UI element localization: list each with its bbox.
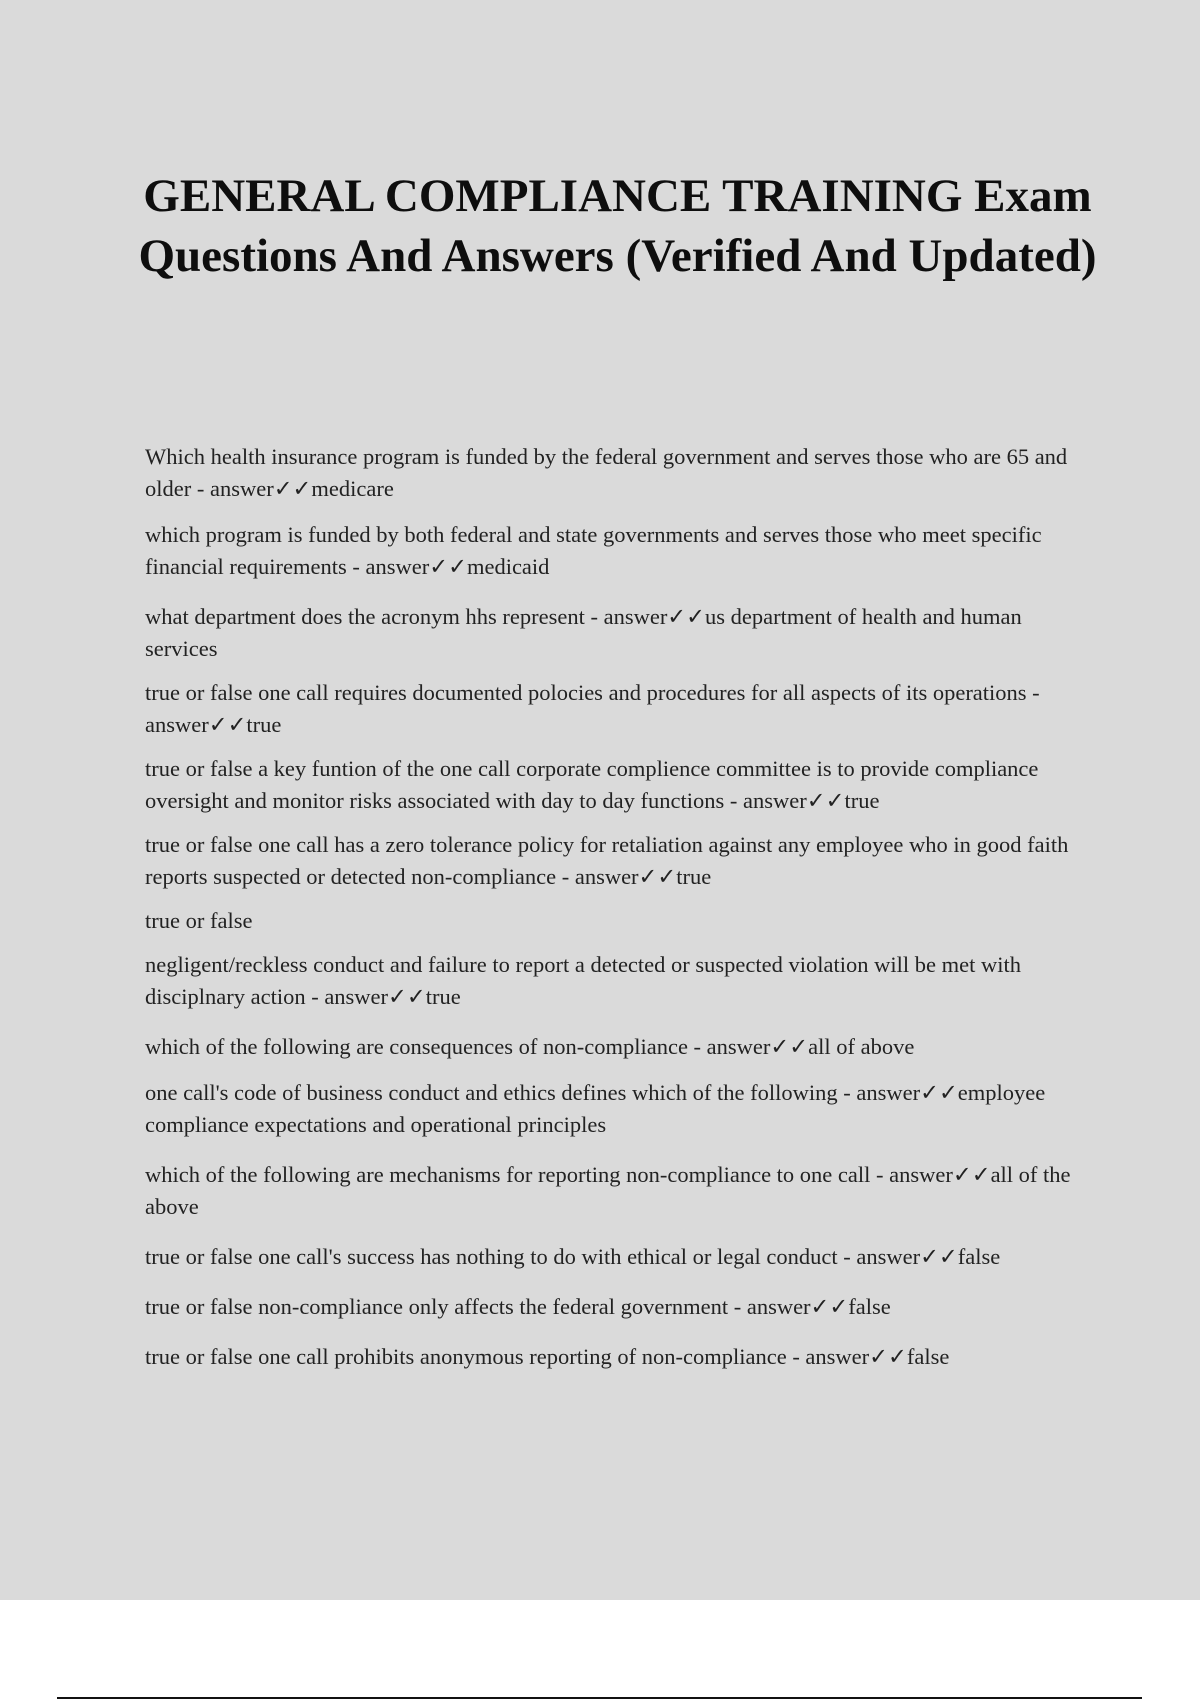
qa-item: negligent/reckless conduct and failure to report a detected or suspected violation will be met with disciplnary action - answer✓✓true — [145, 952, 1021, 1009]
qa-item: which of the following are mechanisms for reporting non-compliance to one call - answer✓✓all of the above — [145, 1162, 1071, 1219]
footer-rule — [57, 1697, 1142, 1699]
qa-item: which program is funded by both federal and state governments and serves those who meet specific financial requirements - answer✓✓medicaid — [145, 522, 1042, 579]
qa-item: true or false one call has a zero tolerance policy for retaliation against any employee who in good faith reports suspected or detected non-compliance - answer✓✓true — [145, 832, 1069, 889]
qa-item: which of the following are consequences of non-compliance - answer✓✓all of above — [145, 1034, 915, 1059]
qa-item: true or false — [145, 908, 253, 933]
qa-item: true or false one call's success has nothing to do with ethical or legal conduct - answer✓✓false — [145, 1244, 1001, 1269]
qa-item: true or false a key funtion of the one call corporate complience committee is to provide compliance oversight and monitor risks associated with day to day functions - answer✓✓true — [145, 756, 1039, 813]
qa-list — [145, 441, 1095, 1387]
qa-item: true or false non-compliance only affects the federal government - answer✓✓false — [145, 1294, 891, 1319]
document-title: GENERAL COMPLIANCE TRAINING Exam Questions And Answers (Verified And Updated) — [138, 170, 1097, 282]
qa-item: what department does the acronym hhs represent - answer✓✓us department of health and human services — [145, 604, 1022, 661]
qa-item: Which health insurance program is funded by the federal government and serves those who are 65 and older - answer✓✓medicare — [145, 444, 1068, 501]
qa-item: one call's code of business conduct and ethics defines which of the following - answer✓✓employee compliance expectations and operational principles — [145, 1080, 1046, 1137]
qa-item: true or false one call prohibits anonymous reporting of non-compliance - answer✓✓false — [145, 1344, 950, 1369]
qa-item: true or false one call requires documented polocies and procedures for all aspects of its operations - answer✓✓true — [145, 680, 1040, 737]
